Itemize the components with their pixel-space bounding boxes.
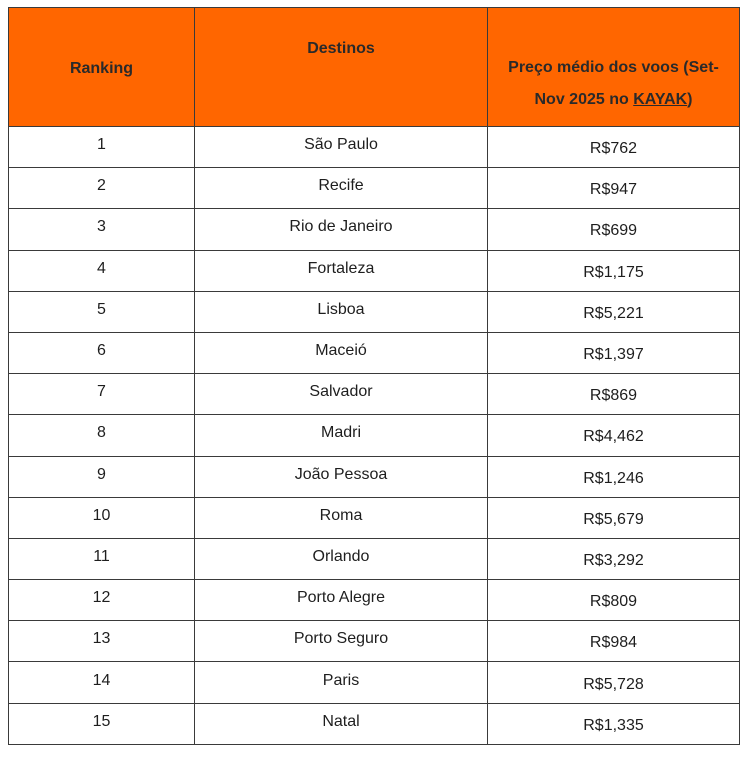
price-cell-text: R$1,175: [583, 263, 644, 281]
rank-cell: [9, 580, 195, 621]
kayak-link[interactable]: KAYAK: [633, 91, 688, 108]
destino-cell: [195, 456, 488, 497]
destino-cell-text: Lisboa: [317, 300, 365, 318]
rank-cell-text: 13: [92, 630, 111, 648]
destino-cell: [195, 621, 488, 662]
price-cell-text: R$699: [589, 222, 638, 240]
price-cell-text: R$869: [589, 387, 638, 405]
destino-cell-text: Orlando: [312, 547, 370, 565]
rank-cell-text: 11: [93, 547, 110, 565]
header-preco: [488, 8, 740, 127]
rank-cell-text: 10: [92, 506, 111, 524]
header-destinos: [195, 8, 488, 127]
destino-cell: [195, 497, 488, 538]
price-cell: [488, 250, 740, 291]
price-cell: [488, 374, 740, 415]
price-cell-text: R$984: [589, 634, 638, 652]
destino-cell-text: João Pessoa: [294, 465, 388, 483]
price-cell: [488, 415, 740, 456]
table-row: [9, 168, 740, 209]
price-cell: [488, 538, 740, 579]
price-cell: [488, 209, 740, 250]
rank-cell-text: 6: [97, 342, 106, 360]
destino-cell: [195, 703, 488, 744]
destino-cell-text: Recife: [318, 177, 364, 195]
table-header: [9, 8, 740, 127]
destino-cell: [195, 168, 488, 209]
rank-cell: [9, 168, 195, 209]
rank-cell-text: 15: [92, 712, 111, 730]
price-cell-text: R$1,397: [583, 346, 644, 364]
table-row: [9, 538, 740, 579]
destino-cell: [195, 209, 488, 250]
price-cell-text: R$762: [589, 140, 638, 158]
rank-cell: [9, 374, 195, 415]
destino-cell: [195, 415, 488, 456]
price-cell: [488, 332, 740, 373]
rank-cell-text: 7: [97, 383, 106, 401]
price-cell: [488, 580, 740, 621]
price-cell-text: R$1,246: [583, 469, 644, 487]
destino-cell: [195, 291, 488, 332]
destino-cell-text: Rio de Janeiro: [289, 218, 393, 236]
rank-cell-text: 3: [97, 218, 106, 236]
price-cell: [488, 703, 740, 744]
table-row: [9, 497, 740, 538]
rank-cell: [9, 332, 195, 373]
destino-cell-text: Roma: [319, 506, 363, 524]
table-row: [9, 621, 740, 662]
price-cell: [488, 621, 740, 662]
destino-cell: [195, 538, 488, 579]
rank-cell-text: 4: [97, 259, 106, 277]
price-cell-text: R$5,728: [583, 675, 644, 693]
rank-cell: [9, 497, 195, 538]
table-row: [9, 332, 740, 373]
destinations-ranking-table: [8, 7, 740, 745]
destino-cell: [195, 127, 488, 168]
table-row: [9, 456, 740, 497]
rank-cell-text: 9: [97, 465, 106, 483]
header-preco-line2-suffix: ): [687, 91, 693, 108]
header-preco-line2-prefix: Nov 2025 no: [534, 91, 634, 108]
rank-cell-text: 12: [92, 589, 111, 607]
table-body: [9, 127, 740, 745]
rank-cell-text: 8: [97, 424, 106, 442]
price-cell-text: R$4,462: [583, 428, 644, 446]
rank-cell: [9, 621, 195, 662]
destino-cell: [195, 250, 488, 291]
rank-cell-text: 5: [97, 300, 106, 318]
destino-cell: [195, 580, 488, 621]
destino-cell-text: Porto Seguro: [293, 630, 389, 648]
table-row: [9, 703, 740, 744]
rank-cell: [9, 127, 195, 168]
price-cell: [488, 168, 740, 209]
price-cell-text: R$809: [589, 593, 638, 611]
destino-cell: [195, 374, 488, 415]
price-cell-text: R$5,221: [583, 304, 644, 322]
price-cell: [488, 456, 740, 497]
table-row: [9, 580, 740, 621]
rank-cell: [9, 291, 195, 332]
destino-cell-text: São Paulo: [304, 136, 378, 154]
destino-cell: [195, 662, 488, 703]
table-row: [9, 291, 740, 332]
price-cell-text: R$3,292: [583, 551, 644, 569]
table-row: [9, 662, 740, 703]
price-cell-text: R$5,679: [583, 510, 644, 528]
header-preco-line2: [535, 84, 693, 116]
rank-cell-text: 14: [92, 671, 111, 689]
header-preco-line1: Preço médio dos voos (Set-: [508, 59, 719, 76]
table-row: [9, 374, 740, 415]
destino-cell-text: Porto Alegre: [296, 589, 386, 607]
rank-cell: [9, 703, 195, 744]
header-ranking: [9, 8, 195, 127]
price-cell: [488, 127, 740, 168]
rank-cell: [9, 662, 195, 703]
destino-cell-text: Fortaleza: [307, 259, 375, 277]
price-cell-text: R$947: [589, 181, 638, 199]
rank-cell-text: 1: [97, 136, 106, 154]
price-cell: [488, 662, 740, 703]
destino-cell-text: Natal: [322, 712, 360, 730]
table-row: [9, 209, 740, 250]
price-cell: [488, 497, 740, 538]
destino-cell-text: Maceió: [315, 342, 367, 360]
header-destinos-label: Destinos: [307, 40, 375, 57]
rank-cell: [9, 456, 195, 497]
rank-cell-text: 2: [97, 177, 106, 195]
destino-cell: [195, 332, 488, 373]
rank-cell: [9, 209, 195, 250]
table-row: [9, 127, 740, 168]
price-cell-text: R$1,335: [583, 716, 644, 734]
destino-cell-text: Madri: [320, 424, 361, 442]
header-ranking-label: Ranking: [69, 60, 134, 77]
destino-cell-text: Salvador: [309, 383, 373, 401]
table-row: [9, 415, 740, 456]
destino-cell-text: Paris: [322, 671, 360, 689]
rank-cell: [9, 538, 195, 579]
table-row: [9, 250, 740, 291]
price-cell: [488, 291, 740, 332]
rank-cell: [9, 250, 195, 291]
rank-cell: [9, 415, 195, 456]
